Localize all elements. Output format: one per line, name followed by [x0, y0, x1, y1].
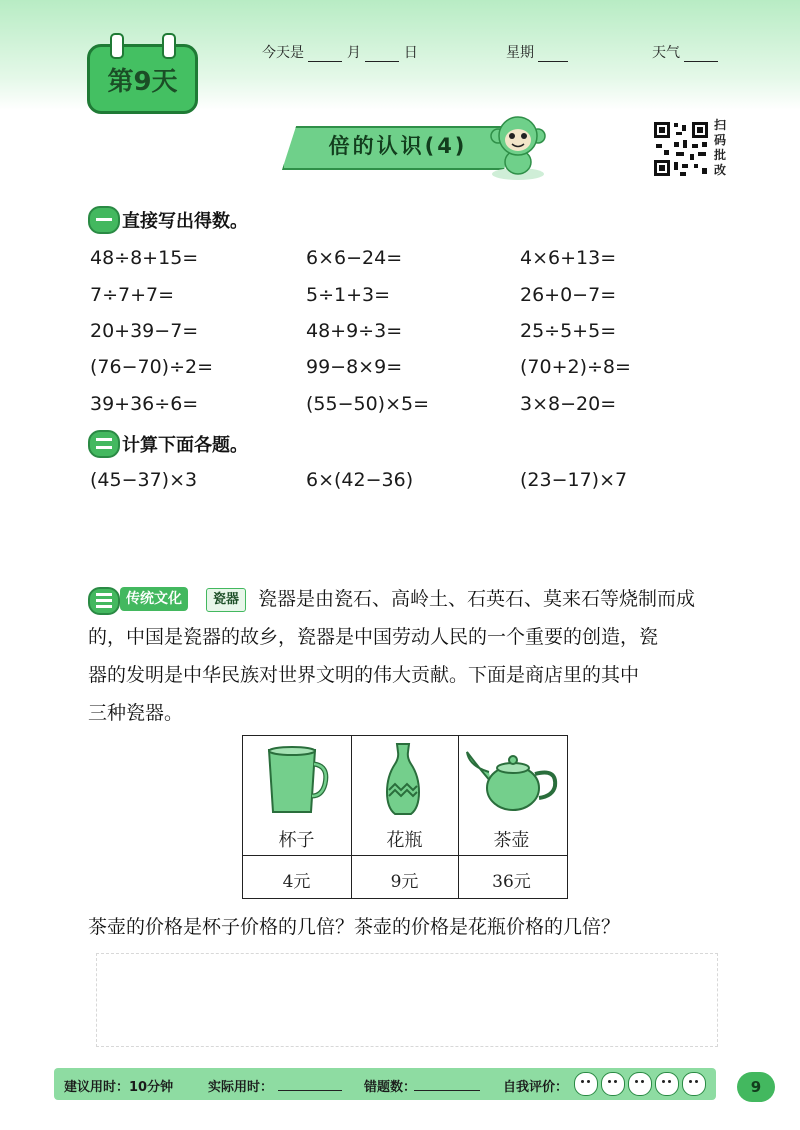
paragraph-line: 瓷器是由瓷石、高岭土、石英石、莫来石等烧制而成 [258, 588, 696, 610]
date-field [262, 42, 418, 62]
calculation-item: (23−17)×7 [520, 469, 628, 491]
section-2-marker [88, 430, 120, 458]
answer-area[interactable] [96, 953, 718, 1047]
day-badge-text: 第9天 [107, 67, 178, 97]
product-table [242, 735, 568, 899]
calendar-ring-icon [110, 33, 124, 59]
paragraph-line: 三种瓷器。 [88, 702, 184, 724]
exercise-item: 7÷7+7= [90, 284, 175, 306]
exercise-item: 5÷1+3= [306, 284, 391, 306]
cup-icon [265, 744, 331, 816]
exercise-item: (70+2)÷8= [520, 356, 631, 378]
exercise-item: 48÷8+15= [90, 247, 199, 269]
smiley-rating-icon[interactable] [628, 1072, 652, 1096]
error-count-label: 错题数： [364, 1080, 417, 1095]
smiley-rating-icon[interactable] [601, 1072, 625, 1096]
section-1-title: 直接写出得数。 [122, 211, 248, 232]
scan-char: 码 [714, 133, 727, 147]
exercise-item: 4×6+13= [520, 247, 617, 269]
weather-label: 天气 [652, 45, 680, 61]
product-price: 4元 [282, 872, 311, 892]
day-blank[interactable] [365, 47, 399, 62]
product-name: 杯子 [278, 830, 315, 851]
qr-code-icon[interactable] [652, 120, 710, 178]
teapot-icon [465, 742, 561, 814]
calculation-item: (45−37)×3 [90, 469, 198, 491]
exercise-item: (55−50)×5= [306, 393, 430, 415]
exercise-item: (76−70)÷2= [90, 356, 214, 378]
exercise-item: 39+36÷6= [90, 393, 199, 415]
monkey-mascot-icon [486, 110, 550, 182]
weather-blank[interactable] [684, 47, 718, 62]
day-label: 日 [403, 45, 418, 61]
product-name: 茶壶 [493, 830, 530, 851]
exercise-item: 20+39−7= [90, 320, 199, 342]
suggested-time: 建议用时：10分钟 [64, 1080, 174, 1095]
page-title: 倍的认识(4) [328, 134, 468, 158]
product-price: 9元 [390, 872, 419, 892]
scan-to-grade-label [714, 118, 730, 178]
culture-tag: 传统文化 [120, 587, 188, 611]
scan-char: 批 [714, 148, 727, 162]
month-blank[interactable] [308, 47, 342, 62]
section-1-marker [88, 206, 120, 234]
page-number: 9 [737, 1072, 775, 1102]
paragraph-line: 的，中国是瓷器的故乡，瓷器是中国劳动人民的一个重要的创造，瓷 [88, 626, 659, 648]
smiley-rating-icon[interactable] [682, 1072, 706, 1096]
scan-char: 扫 [714, 118, 727, 132]
exercise-item: 99−8×9= [306, 356, 403, 378]
smiley-rating-icon[interactable] [574, 1072, 598, 1096]
actual-time-label: 实际用时： [208, 1080, 274, 1095]
word-problem-question: 茶壶的价格是杯子价格的几倍？茶壶的价格是花瓶价格的几倍？ [88, 916, 621, 938]
exercise-item: 48+9÷3= [306, 320, 403, 342]
product-price: 36元 [492, 872, 531, 892]
weather-field [652, 42, 718, 62]
scan-char: 改 [714, 163, 727, 177]
today-label: 今天是 [262, 45, 304, 61]
exercise-item: 25÷5+5= [520, 320, 617, 342]
error-count-blank[interactable] [414, 1090, 480, 1091]
weekday-label: 星期 [506, 45, 534, 61]
calculation-item: 6×(42−36) [306, 469, 414, 491]
actual-time-blank[interactable] [278, 1090, 342, 1091]
smiley-rating-icon[interactable] [655, 1072, 679, 1096]
culture-subtag: 瓷器 [206, 588, 246, 612]
section-3-marker [88, 587, 120, 615]
self-eval-label: 自我评价： [503, 1080, 569, 1095]
day-badge [87, 44, 198, 114]
exercise-item: 3×8−20= [520, 393, 617, 415]
month-label: 月 [346, 45, 361, 61]
section-2-title: 计算下面各题。 [122, 435, 248, 456]
weekday-field [506, 42, 568, 62]
exercise-item: 6×6−24= [306, 247, 403, 269]
exercise-item: 26+0−7= [520, 284, 617, 306]
product-name: 花瓶 [386, 830, 423, 851]
weekday-blank[interactable] [538, 47, 568, 62]
vase-icon [383, 742, 423, 816]
paragraph-line: 器的发明是中华民族对世界文明的伟大贡献。下面是商店里的其中 [88, 664, 640, 686]
calendar-ring-icon [162, 33, 176, 59]
